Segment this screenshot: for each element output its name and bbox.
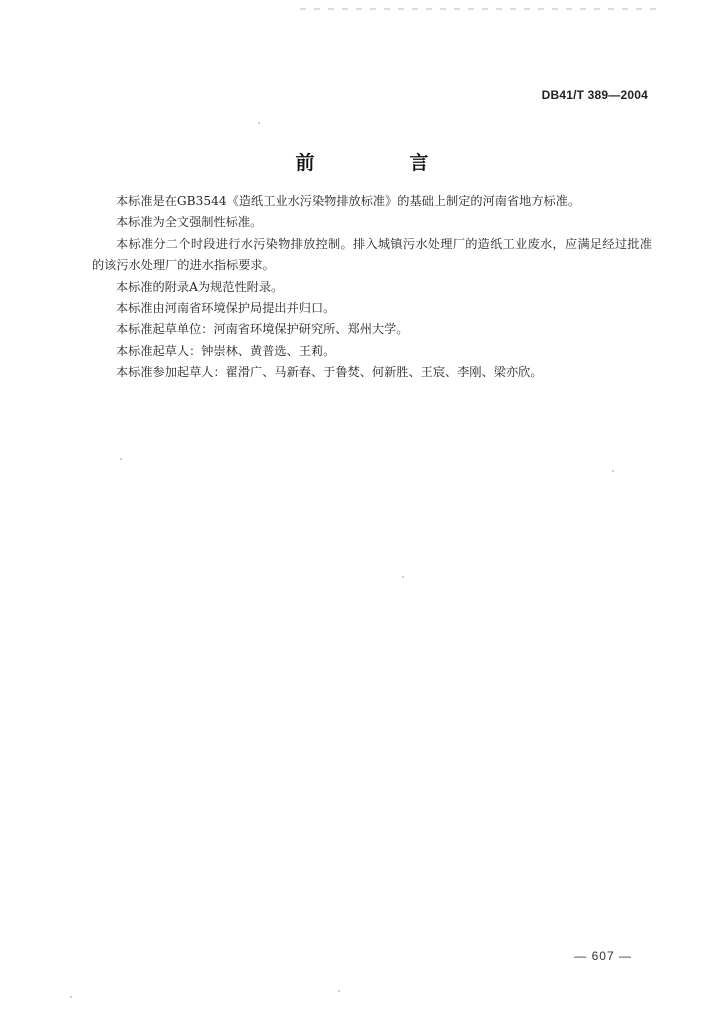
foreword-body: [92, 191, 652, 384]
scan-speck: [612, 470, 614, 472]
scan-speck: [70, 996, 72, 998]
paragraph-proposer: 本标准由河南省环境保护局提出并归口。: [116, 301, 336, 316]
standard-code: DB41/T 389—2004: [541, 88, 648, 102]
paragraph-appendix: 本标准的附录A为规范性附录。: [116, 279, 284, 294]
page-number: — 607 —: [574, 949, 632, 963]
paragraph-drafting-unit: 本标准起草单位：河南省环境保护研究所、郑州大学。: [116, 322, 409, 337]
paragraph-mandatory: 本标准为全文强制性标准。: [116, 215, 263, 230]
paragraph-drafters: 本标准起草人：钟崇林、黄普选、王莉。: [116, 343, 336, 358]
paragraph-basis: 本标准是在GB3544《造纸工业水污染物排放标准》的基础上制定的河南省地方标准。: [116, 194, 581, 208]
paragraph-periods: 本标准分二个时段进行水污染物排放控制。排入城镇污水处理厂的造纸工业废水，应满足经过批准的该污水处理厂的进水指标要求。: [92, 236, 652, 273]
scan-speck: [338, 990, 340, 992]
section-title: 前 言: [295, 152, 467, 174]
paragraph-participants: 本标准参加起草人：翟滑广、马新春、于鲁焚、何新胜、王宸、李刚、梁亦欣。: [116, 365, 543, 380]
scan-speck: [120, 458, 122, 460]
scan-speck: [402, 576, 404, 578]
scan-artifact-line: [300, 8, 660, 10]
scan-speck: [258, 122, 260, 124]
